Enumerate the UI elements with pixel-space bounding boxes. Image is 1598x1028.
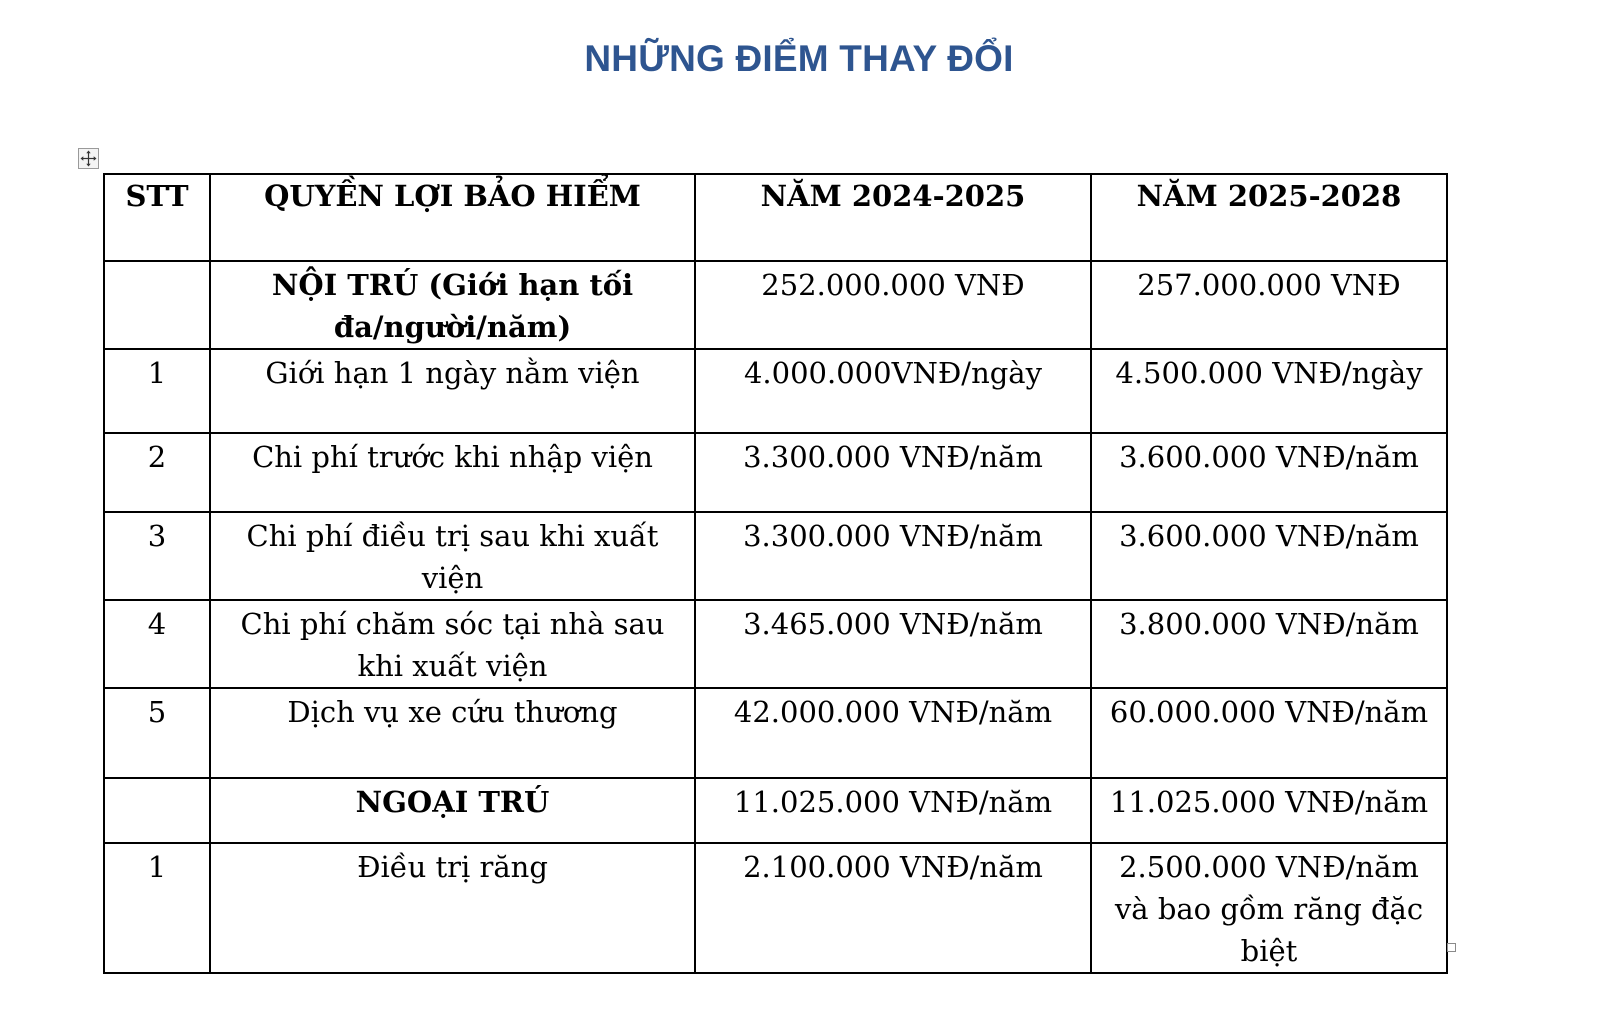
- page-title: NHỮNG ĐIỂM THAY ĐỔI: [584, 38, 1014, 79]
- cell-2024-2025: 11.025.000 VNĐ/năm: [695, 778, 1091, 843]
- table-row: [104, 688, 1447, 778]
- cell-stt: 1: [104, 349, 210, 433]
- cell-2024-2025: 4.000.000VNĐ/ngày: [695, 349, 1091, 433]
- cell-2025-2028: 257.000.000 VNĐ: [1091, 261, 1447, 349]
- table-row: [104, 512, 1447, 600]
- cell-stt: 2: [104, 433, 210, 512]
- cell-stt: 1: [104, 843, 210, 973]
- cell-benefit: Điều trị răng: [210, 843, 695, 973]
- cell-2025-2028: 4.500.000 VNĐ/ngày: [1091, 349, 1447, 433]
- cell-benefit: Chi phí chăm sóc tại nhà sau khi xuất viện: [210, 600, 695, 688]
- table-row: [104, 843, 1447, 973]
- cell-2024-2025: 252.000.000 VNĐ: [695, 261, 1091, 349]
- table-move-icon[interactable]: [78, 148, 99, 169]
- cell-stt: 5: [104, 688, 210, 778]
- header-stt: STT: [104, 174, 210, 261]
- cell-2024-2025: 2.100.000 VNĐ/năm: [695, 843, 1091, 973]
- table-header-row: [104, 174, 1447, 261]
- benefits-table: [103, 173, 1448, 974]
- table-row-section-outpatient: [104, 778, 1447, 843]
- table-row: [104, 349, 1447, 433]
- cell-stt: 3: [104, 512, 210, 600]
- cell-benefit: Chi phí trước khi nhập viện: [210, 433, 695, 512]
- cell-benefit: NỘI TRÚ (Giới hạn tối đa/người/năm): [210, 261, 695, 349]
- cell-2024-2025: 3.465.000 VNĐ/năm: [695, 600, 1091, 688]
- table-row: [104, 433, 1447, 512]
- cell-2025-2028: 60.000.000 VNĐ/năm: [1091, 688, 1447, 778]
- cell-benefit: Dịch vụ xe cứu thương: [210, 688, 695, 778]
- header-benefit: QUYỀN LỢI BẢO HIỂM: [210, 174, 695, 261]
- cell-2025-2028: 2.500.000 VNĐ/năm và bao gồm răng đặc biệt: [1091, 843, 1447, 973]
- header-year-2024-2025: NĂM 2024-2025: [695, 174, 1091, 261]
- cell-stt: [104, 778, 210, 843]
- cell-stt: 4: [104, 600, 210, 688]
- cell-benefit: Chi phí điều trị sau khi xuất viện: [210, 512, 695, 600]
- cell-2025-2028: 3.600.000 VNĐ/năm: [1091, 433, 1447, 512]
- cell-2025-2028: 3.800.000 VNĐ/năm: [1091, 600, 1447, 688]
- cell-2024-2025: 3.300.000 VNĐ/năm: [695, 512, 1091, 600]
- cell-benefit: Giới hạn 1 ngày nằm viện: [210, 349, 695, 433]
- table-resize-icon[interactable]: [1447, 943, 1456, 952]
- cell-benefit: NGOẠI TRÚ: [210, 778, 695, 843]
- cell-2025-2028: 11.025.000 VNĐ/năm: [1091, 778, 1447, 843]
- header-year-2025-2028: NĂM 2025-2028: [1091, 174, 1447, 261]
- table-row-section-inpatient: [104, 261, 1447, 349]
- cell-stt: [104, 261, 210, 349]
- table-row: [104, 600, 1447, 688]
- cell-2024-2025: 3.300.000 VNĐ/năm: [695, 433, 1091, 512]
- cell-2025-2028: 3.600.000 VNĐ/năm: [1091, 512, 1447, 600]
- cell-2024-2025: 42.000.000 VNĐ/năm: [695, 688, 1091, 778]
